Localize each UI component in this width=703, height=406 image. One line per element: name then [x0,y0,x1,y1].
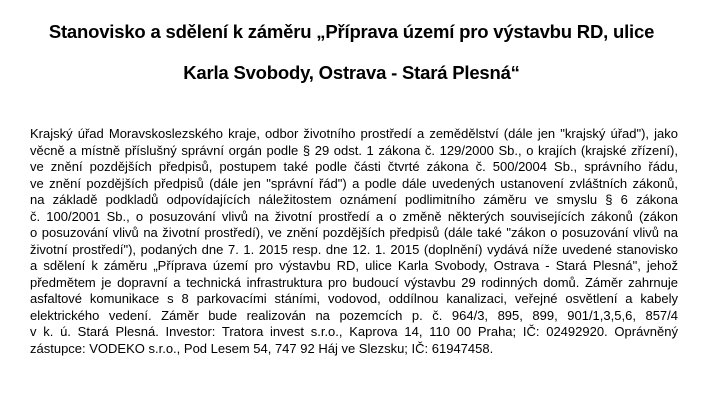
paragraph-line: na základě podkladů odpovídajících náležitostem oznámení podlimitního záměru ve smyslu § 6 zákona [30,192,678,207]
paragraph-line: elektrického vedení. Záměr bude realizován na pozemcích p. č. 964/3, 895, 899, 901/1,3,5,6, 857/4 [30,307,678,323]
document-title-line-1: Stanovisko a sdělení k záměru „Příprava území pro výstavbu RD, ulice [48,21,655,42]
paragraph-line: předmětem je dopravní a technická infrastruktura pro budoucí výstavbu 29 rodinných domů. Záměr zahrnuje [30,274,678,290]
paragraph-line: věcně a místně příslušný správní orgán podle § 29 odst. 1 zákona č. 129/2000 Sb., o krajích (krajské zřízení), [30,142,678,158]
paragraph-line: a sdělení k záměru „Příprava území pro výstavbu RD, ulice Karla Svobody, Ostrava - Stará Plesná", jehož [30,258,678,273]
paragraph-line: v k. ú. Stará Plesná. Investor: Tratora invest s.r.o., Kaprova 14, 110 00 Praha; IČ: 02492920. Oprávněný [30,324,678,339]
paragraph-line: č. 100/2001 Sb., o posuzování vlivů na životní prostředí a o změně některých souvisejících zákonů (zákon [30,208,678,224]
paragraph-line: životní prostředí"), podaných dne 7. 1. 2015 resp. dne 12. 1. 2015 (doplnění) vydává níže uvedené stanovisko [30,241,678,257]
document-body-paragraph [30,126,678,357]
paragraph-line: Krajský úřad Moravskoslezského kraje, odbor životního prostředí a zemědělství (dále jen "krajský úřad"), jako [30,126,678,141]
paragraph-line: ve znění pozdějších předpisů (dále jen "správní řád") a podle dále uvedených ustanovení zvláštních zákonů, [30,175,678,191]
paragraph-line: zástupce: VODEKO s.r.o., Pod Lesem 54, 747 92 Háj ve Slezsku; IČ: 61947458. [30,340,494,356]
paragraph-line: o posuzování vlivů na životní prostředí), ve znění pozdějších předpisů (dále také "zákon o posuzování vlivů na [30,225,678,240]
paragraph-line: ve znění pozdějších předpisů, postupem také podle části čtvrté zákona č. 500/2004 Sb., správního řádu, [30,159,678,174]
document-title-line-2: Karla Svobody, Ostrava - Stará Plesná“ [183,62,520,83]
paragraph-line: asfaltové komunikace s 8 parkovacími stáními, vodovod, oddílnou kanalizaci, veřejné osvětlení a kabely [30,291,678,306]
